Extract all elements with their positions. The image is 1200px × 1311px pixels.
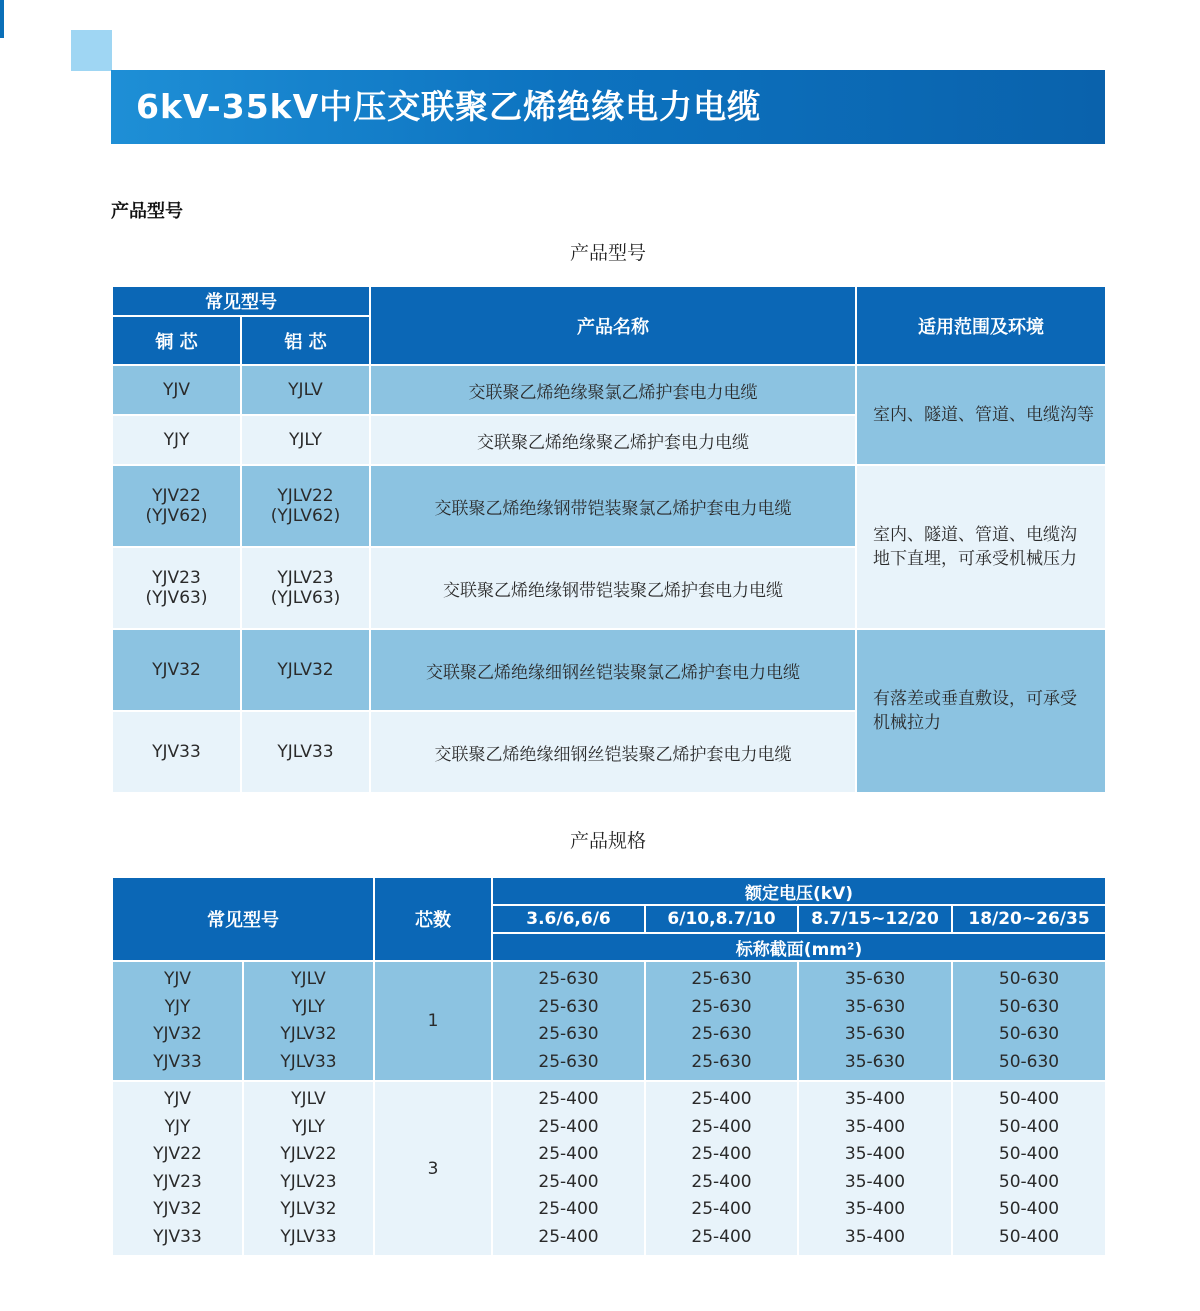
header-rated-voltage: 额定电压(kV) — [492, 877, 1106, 905]
header-voltage-2: 6/10,8.7/10 — [645, 905, 798, 933]
title-accent-square — [71, 30, 112, 71]
cross-section-range: 25-400 25-400 25-400 25-400 25-400 25-400 — [492, 1081, 645, 1256]
header-voltage-3: 8.7/15~12/20 — [798, 905, 952, 933]
aluminum-model: YJLV33 — [241, 711, 370, 793]
copper-models: YJV YJY YJV32 YJV33 — [112, 961, 243, 1081]
copper-model: YJV23 (YJV63) — [112, 547, 241, 629]
table-row — [112, 961, 1106, 1081]
product-name: 交联聚乙烯绝缘聚乙烯护套电力电缆 — [370, 415, 856, 465]
application-env: 室内、隧道、管道、电缆沟 地下直埋，可承受机械压力 — [856, 465, 1106, 629]
cross-section-range: 50-630 50-630 50-630 50-630 — [952, 961, 1106, 1081]
page-title: 6kV-35kV中压交联聚乙烯绝缘电力电缆 — [136, 87, 762, 126]
header-application: 适用范围及环境 — [856, 286, 1106, 365]
application-env: 室内、隧道、管道、电缆沟等 — [856, 365, 1106, 465]
header-common-model: 常见型号 — [112, 286, 370, 316]
application-env: 有落差或垂直敷设，可承受 机械拉力 — [856, 629, 1106, 793]
aluminum-models: YJLV YJLY YJLV22 YJLV23 YJLV32 YJLV33 — [243, 1081, 374, 1256]
table-row — [112, 1081, 1106, 1256]
cross-section-range: 50-400 50-400 50-400 50-400 50-400 50-400 — [952, 1081, 1106, 1256]
aluminum-model: YJLV22 (YJLV62) — [241, 465, 370, 547]
aluminum-model: YJLV — [241, 365, 370, 415]
copper-model: YJV32 — [112, 629, 241, 711]
product-name: 交联聚乙烯绝缘钢带铠装聚乙烯护套电力电缆 — [370, 547, 856, 629]
header-common-model: 常见型号 — [112, 877, 374, 961]
corner-mark — [0, 0, 4, 38]
product-name: 交联聚乙烯绝缘细钢丝铠装聚氯乙烯护套电力电缆 — [370, 629, 856, 711]
title-banner — [111, 70, 1105, 144]
cross-section-range: 25-630 25-630 25-630 25-630 — [492, 961, 645, 1081]
aluminum-model: YJLY — [241, 415, 370, 465]
product-specs-table — [111, 876, 1107, 1257]
cross-section-range: 35-630 35-630 35-630 35-630 — [798, 961, 952, 1081]
header-voltage-1: 3.6/6,6/6 — [492, 905, 645, 933]
aluminum-model: YJLV23 (YJLV63) — [241, 547, 370, 629]
header-product-name: 产品名称 — [370, 286, 856, 365]
header-copper: 铜 芯 — [112, 316, 241, 365]
copper-model: YJV33 — [112, 711, 241, 793]
table-row — [112, 465, 1106, 547]
specs-table-caption: 产品规格 — [569, 830, 646, 852]
cross-section-range: 25-630 25-630 25-630 25-630 — [645, 961, 798, 1081]
table-row — [112, 365, 1106, 415]
header-voltage-4: 18/20~26/35 — [952, 905, 1106, 933]
aluminum-model: YJLV32 — [241, 629, 370, 711]
header-aluminum: 铝 芯 — [241, 316, 370, 365]
cross-section-range: 25-400 25-400 25-400 25-400 25-400 25-400 — [645, 1081, 798, 1256]
header-cores: 芯数 — [374, 877, 492, 961]
header-cross-section: 标称截面(mm²) — [492, 933, 1106, 961]
copper-model: YJY — [112, 415, 241, 465]
copper-model: YJV22 (YJV62) — [112, 465, 241, 547]
core-count: 1 — [374, 961, 492, 1081]
copper-model: YJV — [112, 365, 241, 415]
product-models-table — [111, 285, 1107, 794]
models-table-caption: 产品型号 — [569, 242, 646, 264]
cross-section-range: 35-400 35-400 35-400 35-400 35-400 35-400 — [798, 1081, 952, 1256]
product-name: 交联聚乙烯绝缘钢带铠装聚氯乙烯护套电力电缆 — [370, 465, 856, 547]
aluminum-models: YJLV YJLY YJLV32 YJLV33 — [243, 961, 374, 1081]
section-heading: 产品型号 — [111, 201, 183, 222]
product-name: 交联聚乙烯绝缘细钢丝铠装聚乙烯护套电力电缆 — [370, 711, 856, 793]
product-name: 交联聚乙烯绝缘聚氯乙烯护套电力电缆 — [370, 365, 856, 415]
table-row — [112, 629, 1106, 711]
core-count: 3 — [374, 1081, 492, 1256]
copper-models: YJV YJY YJV22 YJV23 YJV32 YJV33 — [112, 1081, 243, 1256]
